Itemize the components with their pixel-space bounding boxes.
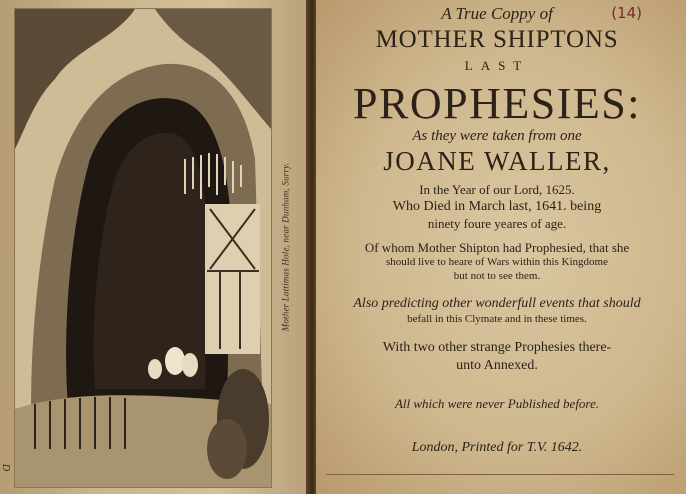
text-line-age: ninety foure yeares of age. [427, 216, 567, 231]
bottom-rule [326, 474, 674, 475]
text-line-befall: befall in this Clymate and in these times. [407, 313, 587, 325]
text-line-never-published: All which were never Published before. [394, 396, 600, 411]
title-line-true-coppy: A True Coppy of [441, 4, 553, 23]
cave-engraving-illustration [15, 9, 271, 487]
engraving-plate [14, 8, 272, 488]
title-line-prophesies: PROPHESIES: [353, 79, 641, 128]
left-edge-mark: D [0, 463, 12, 472]
text-line-two-other: With two other strange Prophesies there- [382, 340, 612, 355]
text-line-not-see: but not to see them. [453, 270, 541, 282]
text-line-annexed: unto Annexed. [456, 358, 538, 373]
title-line-taken-from: As they were taken from one [412, 128, 582, 144]
title-line-last: LAST [464, 58, 530, 73]
text-line-died: Who Died in March last, 1641. being [392, 199, 602, 214]
text-line-of-whom: Of whom Mother Shipton had Prophesied, that she [364, 240, 630, 255]
left-facing-page [0, 0, 312, 494]
text-line-year: In the Year of our Lord, 1625. [419, 182, 575, 197]
title-line-joane-waller: JOANE WALLER, [383, 146, 611, 176]
imprint-line: London, Printed for T.V. 1642. [411, 440, 583, 455]
text-line-also-predicting: Also predicting other wonderfull events that should [353, 296, 641, 311]
title-line-mother-shiptons: MOTHER SHIPTONS [375, 26, 619, 53]
manuscript-number: (14) [611, 4, 642, 22]
plate-caption-text: Mother Lattimas Hole, near Dunham, Surry. [280, 162, 291, 332]
title-page [316, 0, 686, 494]
text-line-should-live: should live to heare of Wars within this Kingdome [386, 256, 608, 268]
plate-caption [272, 8, 298, 486]
